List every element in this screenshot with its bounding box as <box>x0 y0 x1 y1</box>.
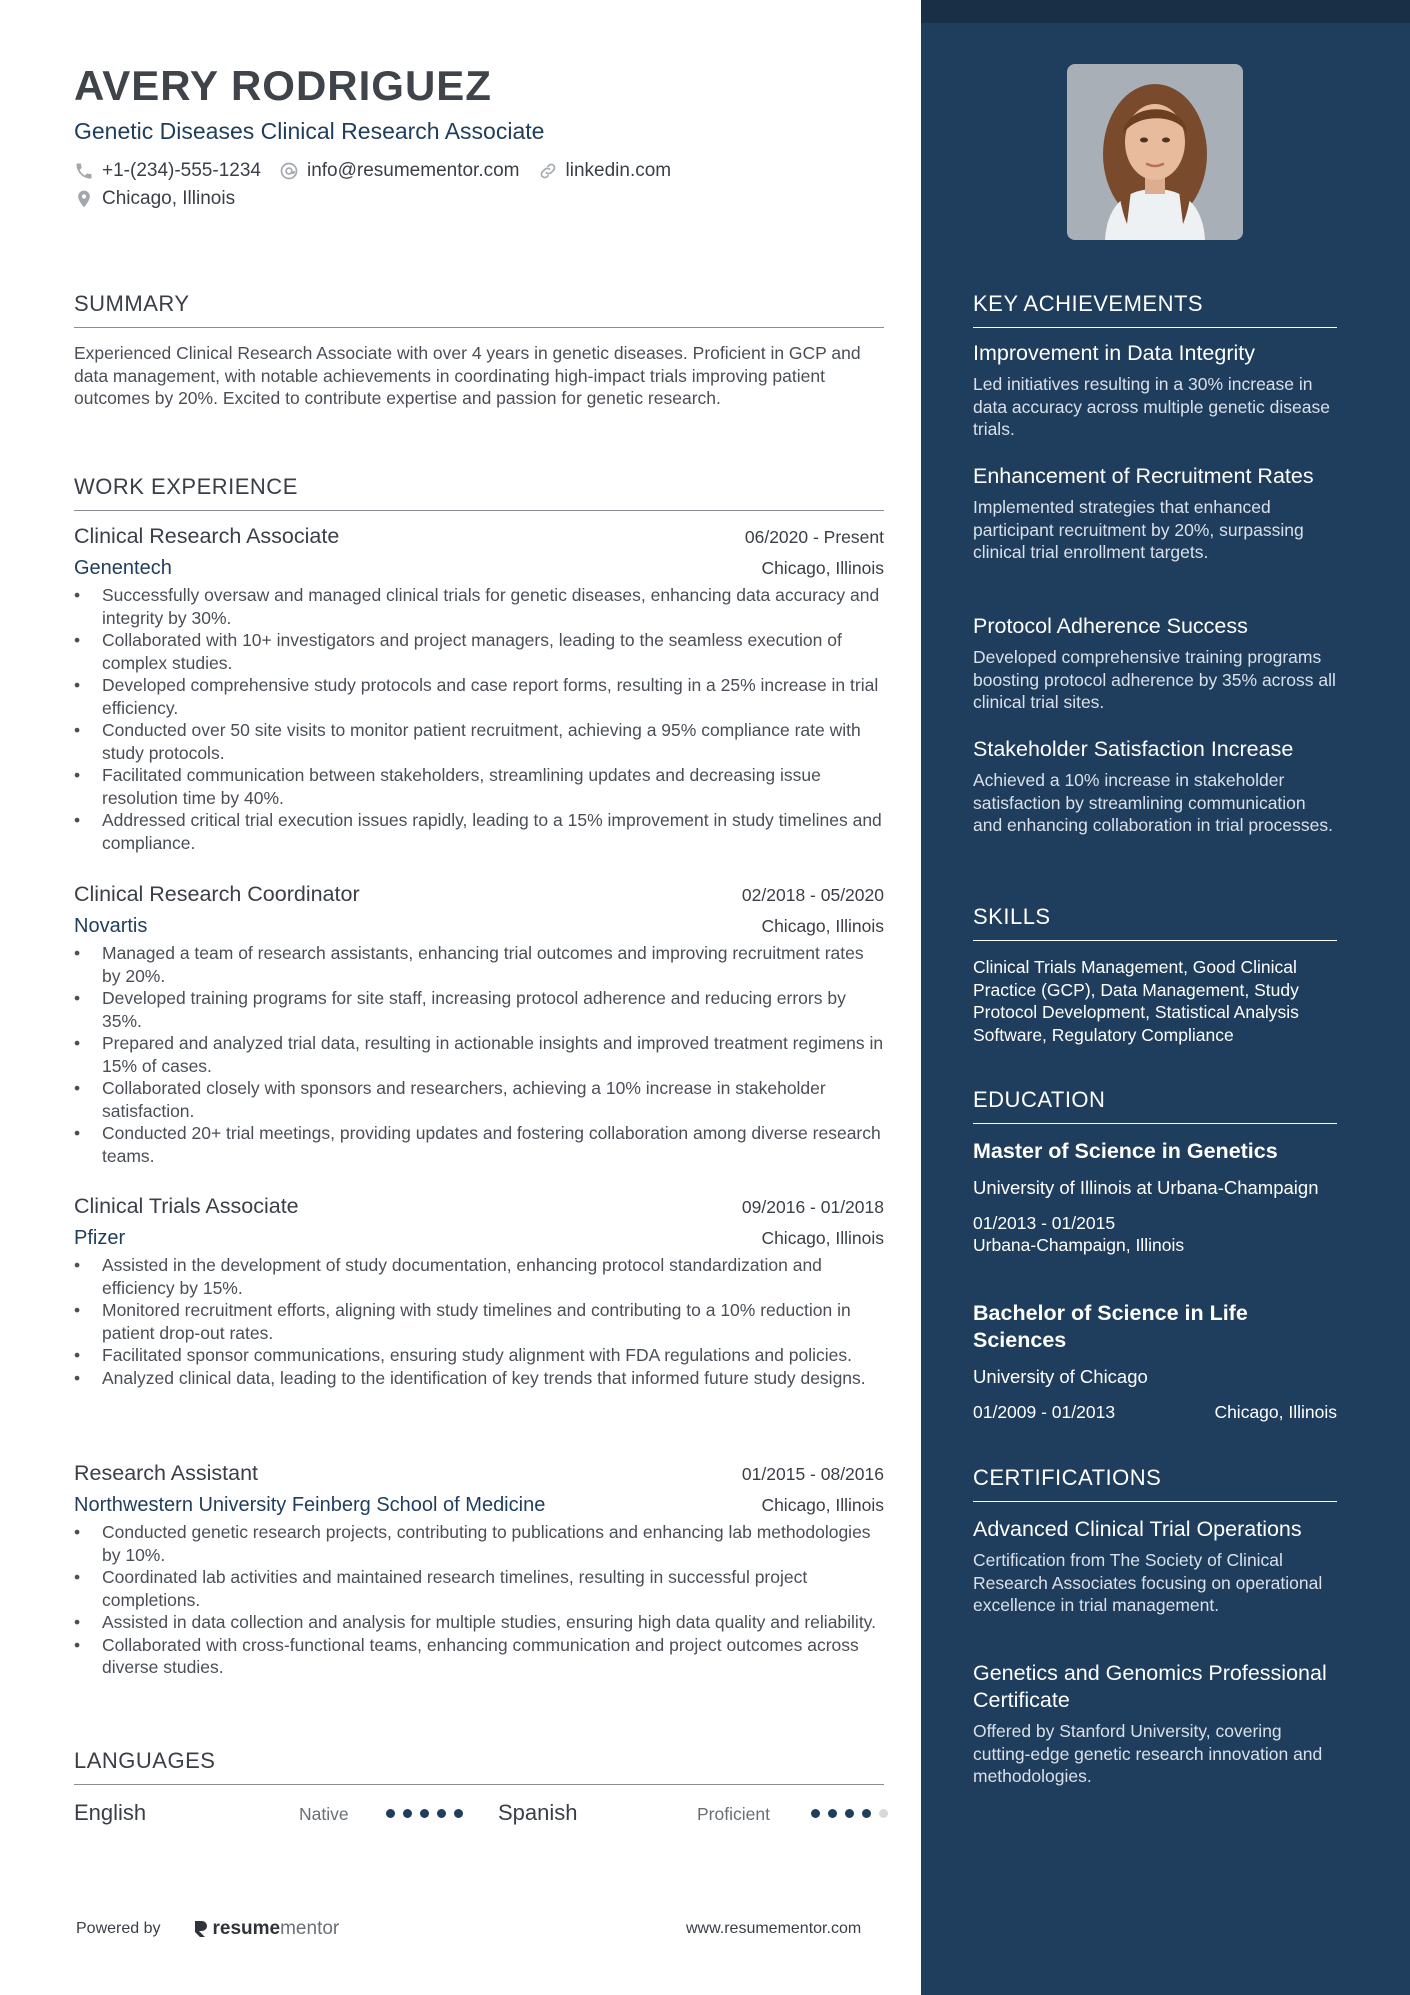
language-level: Proficient <box>697 1804 770 1824</box>
email-text: info@resumementor.com <box>306 160 520 181</box>
job-entry <box>74 1461 884 1679</box>
job-company: Northwestern University Feinberg School of Medicine <box>74 1494 546 1516</box>
language-rating <box>811 1809 896 1818</box>
brand-main: resume <box>212 1918 281 1939</box>
rating-dot <box>454 1809 463 1818</box>
education-meta <box>973 1401 1337 1424</box>
job-dates: 01/2015 - 08/2016 <box>741 1464 884 1484</box>
footer-powered-by <box>76 1918 339 1940</box>
job-location: Chicago, Illinois <box>761 916 884 936</box>
job-company: Pfizer <box>74 1227 126 1249</box>
education-dates: 01/2013 - 01/2015 <box>973 1212 1116 1233</box>
rating-dot <box>420 1809 429 1818</box>
achievement-item <box>973 340 1337 441</box>
footer-url[interactable]: www.resumementor.com <box>686 1920 862 1937</box>
job-role: Clinical Research Associate <box>74 524 340 548</box>
candidate-title: Genetic Diseases Clinical Research Associate <box>74 118 545 144</box>
job-entry <box>74 882 884 1167</box>
education-school: University of Chicago <box>973 1366 1148 1387</box>
achievement-desc: Developed comprehensive training programs boosting protocol adherence by 35% across all clinical trial sites. <box>973 647 1336 712</box>
achievement-desc: Led initiatives resulting in a 30% increase in data accuracy across multiple genetic disease trials. <box>973 374 1330 439</box>
job-bullet: • Facilitated communication between stakeholders, streamlining updates and decreasing issue resolution time by 40%. <box>102 764 884 809</box>
skills-heading: SKILLS <box>973 904 1337 941</box>
job-bullet: • Assisted in data collection and analysis for multiple studies, ensuring high data quality and reliability. <box>102 1611 884 1634</box>
rating-dot <box>879 1809 888 1818</box>
job-bullet: • Monitored recruitment efforts, aligning with study timelines and contributing to a 10% reduction in patient drop-out rates. <box>102 1299 884 1344</box>
achievement-item <box>973 736 1337 837</box>
rating-dot <box>386 1809 395 1818</box>
job-entry <box>74 1194 884 1389</box>
language-name: English <box>74 1800 147 1825</box>
education-item <box>973 1138 1337 1257</box>
job-bullet: • Assisted in the development of study documentation, enhancing protocol standardization and efficiency by 15%. <box>102 1254 884 1299</box>
job-bullet: • Analyzed clinical data, leading to the identification of key trends that informed future study designs. <box>102 1367 884 1390</box>
achievement-title: Improvement in Data Integrity <box>973 341 1256 365</box>
achievement-title: Stakeholder Satisfaction Increase <box>973 737 1294 761</box>
education-degree: Bachelor of Science in Life Sciences <box>973 1301 1248 1352</box>
rating-dot <box>828 1809 837 1818</box>
contact-linkedin[interactable] <box>538 160 672 182</box>
rating-dot <box>437 1809 446 1818</box>
job-location: Chicago, Illinois <box>761 1495 884 1515</box>
job-dates: 09/2016 - 01/2018 <box>741 1197 884 1217</box>
powered-by-text: Powered by <box>76 1920 161 1937</box>
job-bullet: • Conducted over 50 site visits to monitor patient recruitment, achieving a 95% compliance rate with study protocols. <box>102 719 884 764</box>
job-bullet: • Coordinated lab activities and maintained research timelines, resulting in successful project completions. <box>102 1566 884 1611</box>
contact-row <box>74 160 689 182</box>
contact-location <box>74 188 235 210</box>
summary-heading: SUMMARY <box>74 291 884 328</box>
rating-dot <box>862 1809 871 1818</box>
summary-text: Experienced Clinical Research Associate with over 4 years in genetic diseases. Proficient in GCP and data management, with notable achievements in coordinating high-impact trials improving patient outcomes by 20%. Excited to contribute expertise and passion for genetic research. <box>74 343 861 408</box>
education-school: University of Illinois at Urbana-Champaign <box>973 1177 1319 1198</box>
achievement-desc: Achieved a 10% increase in stakeholder satisfaction by streamlining communication and enhancing collaboration in trial processes. <box>973 770 1333 835</box>
location-text: Chicago, Illinois <box>102 188 236 209</box>
sidebar <box>921 0 1410 1995</box>
contact-email[interactable] <box>279 160 520 182</box>
map-pin-icon <box>74 189 94 209</box>
at-sign-icon <box>279 161 299 181</box>
sidebar-top-band <box>921 0 1410 23</box>
education-location: Chicago, Illinois <box>1214 1401 1337 1422</box>
rating-dot <box>403 1809 412 1818</box>
education-dates: 01/2009 - 01/2013 <box>973 1401 1116 1422</box>
job-bullet: • Collaborated closely with sponsors and researchers, achieving a 10% increase in stakeholder satisfaction. <box>102 1077 884 1122</box>
profile-photo <box>1067 64 1243 240</box>
job-bullet: • Collaborated with cross-functional teams, enhancing communication and project outcomes across diverse studies. <box>102 1634 884 1679</box>
language-rating <box>386 1809 471 1818</box>
achievement-item <box>973 613 1337 714</box>
certification-desc: Certification from The Society of Clinical Research Associates focusing on operational excellence in trial management. <box>973 1550 1323 1615</box>
skills-text: Clinical Trials Management, Good Clinical Practice (GCP), Data Management, Study Protocol Development, Statistical Analysis Software, Regulatory Compliance <box>973 957 1299 1045</box>
job-dates: 06/2020 - Present <box>744 527 884 547</box>
languages-heading: LANGUAGES <box>74 1748 884 1785</box>
education-heading: EDUCATION <box>973 1087 1337 1124</box>
brand-suffix: mentor <box>280 1918 340 1939</box>
certification-desc: Offered by Stanford University, covering cutting-edge genetic research innovation and methodologies. <box>973 1721 1323 1786</box>
education-degree: Master of Science in Genetics <box>973 1139 1278 1163</box>
job-entry <box>74 524 884 854</box>
rating-dot <box>845 1809 854 1818</box>
job-location: Chicago, Illinois <box>761 558 884 578</box>
achievement-title: Protocol Adherence Success <box>973 614 1248 638</box>
certification-item <box>973 1660 1337 1788</box>
job-location: Chicago, Illinois <box>761 1228 884 1248</box>
brand-logo[interactable] <box>191 1918 340 1940</box>
job-bullets <box>74 584 884 854</box>
job-bullet: • Addressed critical trial execution issues rapidly, leading to a 15% improvement in study timelines and compliance. <box>102 809 884 854</box>
job-company: Novartis <box>74 915 148 937</box>
achievement-desc: Implemented strategies that enhanced participant recruitment by 20%, surpassing clinical trial enrollment targets. <box>973 497 1304 562</box>
job-bullets <box>74 1254 884 1389</box>
job-bullet: • Prepared and analyzed trial data, resulting in actionable insights and improved treatment regimens in 15% of cases. <box>102 1032 884 1077</box>
certification-title: Genetics and Genomics Professional Certificate <box>973 1661 1327 1712</box>
education-item <box>973 1300 1337 1423</box>
job-bullet: • Managed a team of research assistants, enhancing trial outcomes and improving recruitment rates by 20%. <box>102 942 884 987</box>
job-bullets <box>74 942 884 1167</box>
job-role: Clinical Research Coordinator <box>74 882 360 906</box>
job-bullet: • Developed training programs for site staff, increasing protocol adherence and reducing errors by 35%. <box>102 987 884 1032</box>
job-bullet: • Collaborated with 10+ investigators and project managers, leading to the seamless execution of complex studies. <box>102 629 884 674</box>
achievement-item <box>973 463 1337 564</box>
job-bullet: • Conducted 20+ trial meetings, providing updates and fostering collaboration among diverse research teams. <box>102 1122 884 1167</box>
certifications-heading: CERTIFICATIONS <box>973 1465 1337 1502</box>
portrait-icon <box>1067 64 1243 240</box>
phone-text: +1-(234)-555-1234 <box>102 160 261 181</box>
education-location: Urbana-Champaign, Illinois <box>973 1235 1185 1255</box>
contact-phone[interactable] <box>74 160 261 182</box>
candidate-name: AVERY RODRIGUEZ <box>74 62 492 109</box>
job-bullet: • Conducted genetic research projects, contributing to publications and enhancing lab methodologies by 10%. <box>102 1521 884 1566</box>
job-bullets <box>74 1521 884 1679</box>
achievement-title: Enhancement of Recruitment Rates <box>973 464 1314 488</box>
job-bullet: • Facilitated sponsor communications, ensuring study alignment with FDA regulations and policies. <box>102 1344 884 1367</box>
achievements-heading: KEY ACHIEVEMENTS <box>973 291 1337 328</box>
rating-dot <box>811 1809 820 1818</box>
job-role: Clinical Trials Associate <box>74 1194 299 1218</box>
language-name: Spanish <box>498 1800 578 1825</box>
phone-icon <box>74 161 94 181</box>
job-bullet: • Successfully oversaw and managed clinical trials for genetic diseases, enhancing data accuracy and integrity by 30%. <box>102 584 884 629</box>
resume-logo-icon <box>191 1919 209 1939</box>
job-bullet: • Developed comprehensive study protocols and case report forms, resulting in a 25% increase in trial efficiency. <box>102 674 884 719</box>
certification-title: Advanced Clinical Trial Operations <box>973 1517 1302 1541</box>
job-dates: 02/2018 - 05/2020 <box>741 885 884 905</box>
experience-heading: WORK EXPERIENCE <box>74 474 884 511</box>
location-row <box>74 188 253 210</box>
job-company: Genentech <box>74 557 172 579</box>
job-role: Research Assistant <box>74 1461 259 1485</box>
link-icon <box>538 161 558 181</box>
certification-item <box>973 1516 1337 1617</box>
languages-list <box>74 1800 884 1830</box>
linkedin-text: linkedin.com <box>565 160 672 181</box>
language-level: Native <box>299 1804 349 1824</box>
